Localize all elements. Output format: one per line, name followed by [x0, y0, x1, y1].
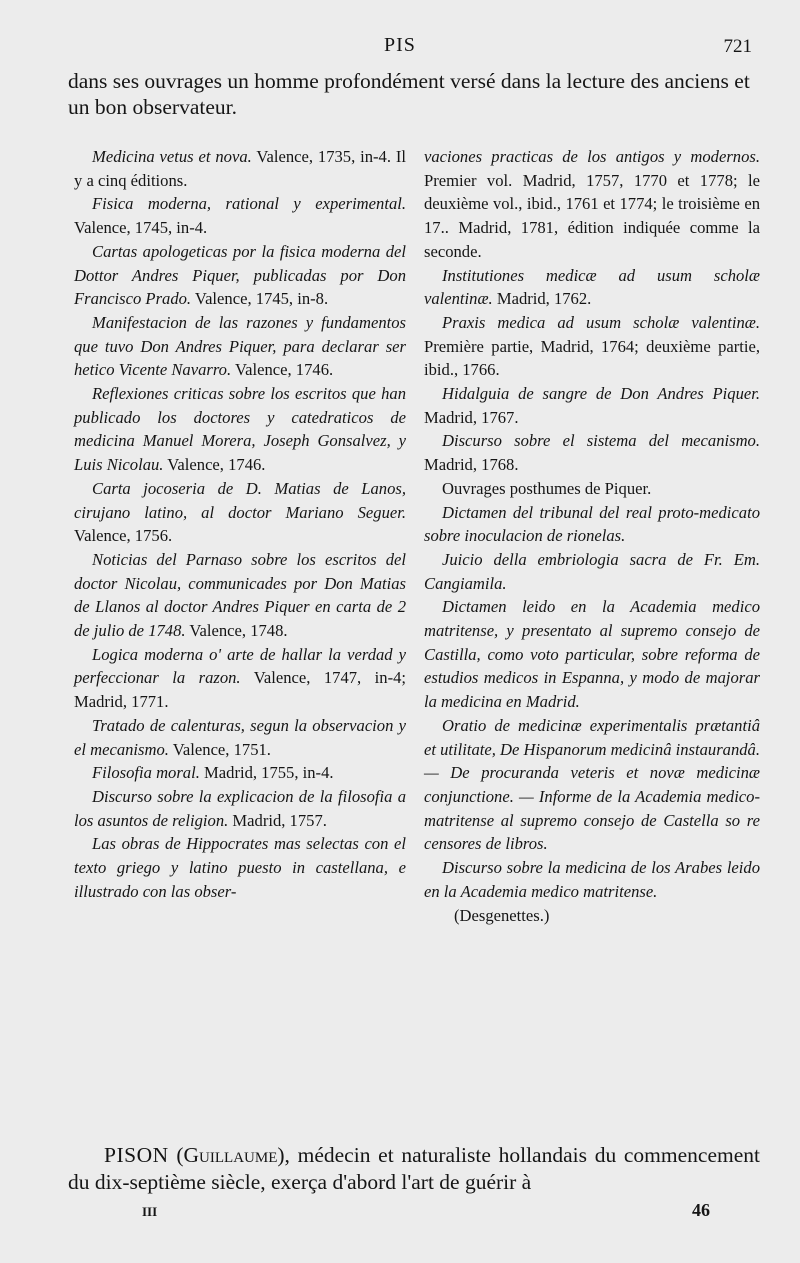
- entry-text: , médecin et naturaliste hollandais du commencement du dix-septième siècle, exerça d'abord l'art de guérir à: [68, 1143, 760, 1194]
- bibliography-entry: [74, 761, 406, 785]
- pison-entry-paragraph: PISON (Guillaume), médecin et naturaliste hollandais du commencement du dix-septième siècle, exerça d'abord l'art de guérir à: [68, 1143, 760, 1194]
- page-number: 721: [723, 36, 752, 57]
- entry-headword: PISON: [104, 1143, 169, 1167]
- entry-imprint: Madrid, 1755, in-4.: [199, 763, 334, 783]
- entry-title: Discurso sobre la medicina de los Arabes leido en la Academia medico matritense.: [424, 858, 760, 901]
- entry-imprint: Madrid, 1768.: [424, 455, 519, 475]
- entry-imprint: Madrid, 1767.: [424, 407, 519, 427]
- bibliography-entry: [74, 382, 406, 477]
- right-column: [424, 145, 760, 927]
- entry-title: Logica moderna o' arte de hallar la verdad y perfeccionar la razon.: [74, 644, 406, 688]
- sheet-number: 46: [692, 1200, 710, 1220]
- entry-title: Dictamen leido en la Academia medico matritense, y presentato al supremo consejo de Castilla, como voto particular, sobre reforma de estudios medicos in Espanna, y modo de majorar la medicina en Madrid.: [424, 597, 760, 712]
- bibliography-entry: [424, 501, 760, 548]
- entry-imprint: Valence, 1751.: [168, 739, 271, 759]
- entry-imprint: Madrid, 1762.: [492, 289, 592, 309]
- entry-imprint: Valence, 1756.: [74, 526, 173, 546]
- entry-imprint: Ouvrages posthumes de Piquer.: [442, 478, 652, 498]
- bibliography-entry: [74, 643, 406, 714]
- entry-title: Oratio de medicinæ experimentalis prætantiâ et utilitate, De Hispanorum medicinâ instaurandâ. — De procuranda veteris et novæ medicinæ conjunctione. — Informe de la Academia medico-matritense al supremo consejo de Castella so re censores de libros.: [424, 715, 760, 854]
- bibliography-entry: [74, 477, 406, 548]
- entry-title: Juicio della embriologia sacra de Fr. Em. Cangiamila.: [424, 549, 760, 593]
- entry-title: Las obras de Hippocrates mas selectas con el texto griego y latino puesto in castellana, e illustrado con las obser-: [74, 834, 406, 901]
- bibliography-entry: [424, 548, 760, 595]
- entry-imprint: Valence, 1748.: [185, 621, 288, 641]
- bibliography-entry: [424, 477, 760, 501]
- bibliography-entry: [424, 264, 760, 311]
- entry-title: Dictamen del tribunal del real proto-medicato sobre inoculacion de rionelas.: [424, 502, 760, 546]
- entry-imprint: Valence, 1746.: [231, 360, 334, 380]
- entry-title: Filosofia moral.: [92, 763, 200, 783]
- entry-imprint: Valence, 1735, in-4. Il y a cinq éditions.: [74, 147, 406, 190]
- bibliography-entry: [74, 832, 406, 903]
- entry-imprint: Valence, 1745, in-8.: [191, 289, 329, 309]
- bibliography-entry: [74, 145, 406, 192]
- entry-given-name: Guillaume: [183, 1143, 278, 1167]
- bibliography-entry: [424, 595, 760, 714]
- entry-title: Manifestacion de las razones y fundamentos que tuvo Don Andres Piquer, para declarar ser hetico Vicente Navarro.: [74, 312, 406, 380]
- bibliography-entry: [74, 785, 406, 832]
- bibliography-entry: [74, 548, 406, 643]
- entry-title: Praxis medica ad usum scholæ valentinæ.: [442, 312, 760, 332]
- bibliography-entry: [74, 240, 406, 311]
- entry-imprint: Premier vol. Madrid, 1757, 1770 et 1778; le deuxième vol., ibid., 1761 et 1774; le troisième en 17.. Madrid, 1781, édition indiquée comme la seconde.: [424, 170, 760, 261]
- entry-title: Reflexiones criticas sobre los escritos que han publicado los doctores y catedraticos de medicina Manuel Morera, Joseph Gonsalvez, y Luis Nicolau.: [74, 384, 406, 475]
- entry-title: vaciones practicas de los antigos y modernos.: [424, 147, 760, 166]
- entry-title: Tratado de calenturas, segun la observacion y el mecanismo.: [74, 715, 406, 759]
- entry-imprint: Première partie, Madrid, 1764; deuxième partie, ibid., 1766.: [424, 336, 760, 380]
- signature-mark: III: [142, 1204, 158, 1219]
- entry-title: Discurso sobre el sistema del mecanismo.: [442, 431, 760, 451]
- page-header: [0, 34, 800, 60]
- bibliography-entry: [424, 856, 760, 903]
- bibliography-entry: [74, 311, 406, 382]
- entry-imprint: Valence, 1747, in-4; Madrid, 1771.: [74, 668, 406, 712]
- entry-imprint: Madrid, 1757.: [228, 810, 327, 830]
- bibliography-entry: [424, 311, 760, 382]
- bibliography-entry: [74, 192, 406, 239]
- entry-title: Discurso sobre la explicacion de la filosofia a los asuntos de religion.: [74, 786, 406, 830]
- entry-title: Institutiones medicæ ad usum scholæ valentinæ.: [424, 265, 760, 309]
- left-column: [74, 145, 406, 904]
- entry-imprint: Valence, 1746.: [163, 455, 266, 475]
- bibliography-entry: [74, 714, 406, 761]
- bibliography-entry: [424, 429, 760, 476]
- entry-title: Hidalguia de sangre de Don Andres Piquer.: [442, 384, 760, 404]
- entry-title: Cartas apologeticas por la fisica moderna del Dottor Andres Piquer, publicadas por Don Francisco Prado.: [74, 241, 406, 309]
- author-signature: (Desgenettes.): [454, 905, 550, 925]
- bibliography-entry: [424, 382, 760, 429]
- continuation-paragraph: dans ses ouvrages un homme profondément versé dans la lecture des anciens et un bon observateur.: [68, 69, 750, 119]
- entry-title: Noticias del Parnaso sobre los escritos del doctor Nicolau, communicades por Don Matias de Llanos al doctor Andres Piquer en carta de 2 de julio de 1748.: [74, 549, 406, 641]
- bibliography-entry: [424, 145, 760, 264]
- page-footer: [0, 1200, 800, 1228]
- entry-imprint: Valence, 1745, in-4.: [74, 218, 208, 238]
- bibliography-entry: [424, 714, 760, 856]
- entry-title: Fisica moderna, rational y experimental.: [92, 194, 406, 214]
- running-head: PIS: [384, 34, 416, 56]
- entry-title: Carta jocoseria de D. Matias de Lanos, cirujano latino, al doctor Mariano Seguer.: [74, 478, 406, 522]
- entry-title: Medicina vetus et nova.: [92, 147, 252, 166]
